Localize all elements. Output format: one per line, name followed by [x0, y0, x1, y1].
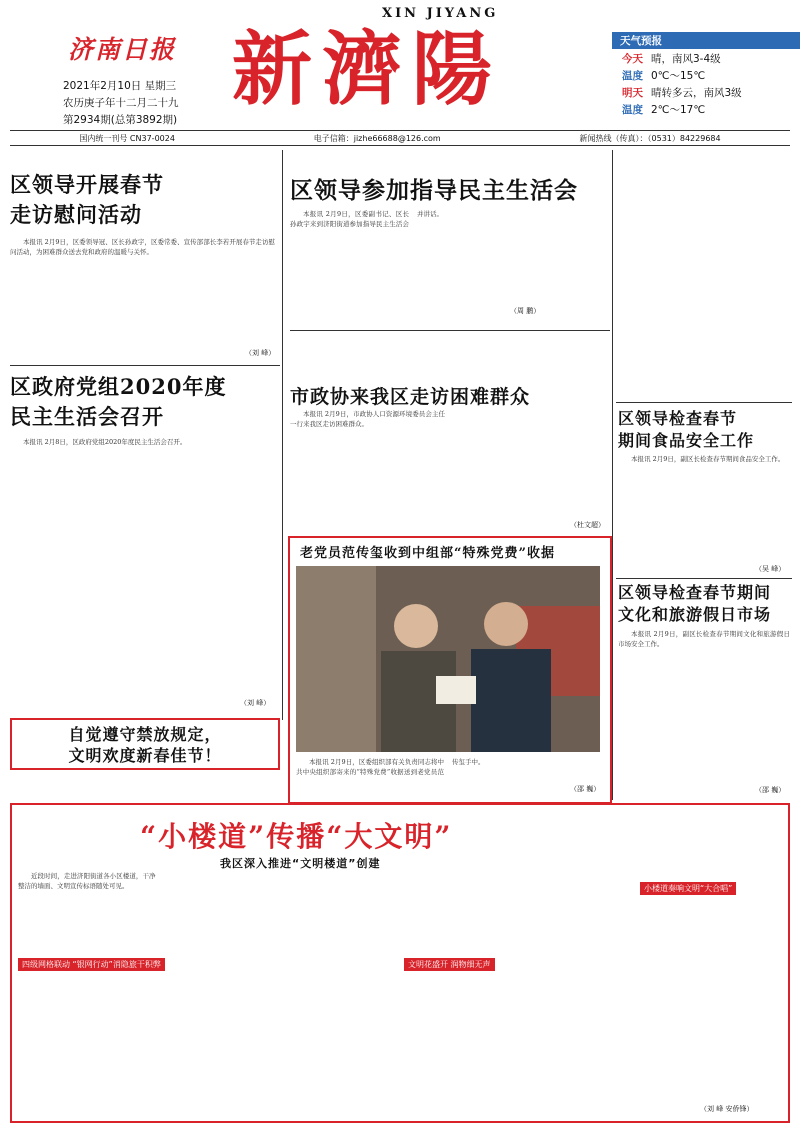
- weather-today-label: 今天: [622, 53, 643, 65]
- article-3-headline-line2: 民主生活会召开: [10, 404, 164, 429]
- article-3-headline: [10, 372, 226, 432]
- weather-today-temp-value: 0℃～15℃: [651, 70, 706, 82]
- article-6-headline: [618, 582, 771, 626]
- feature-body: [18, 872, 598, 1112]
- article-7-caption: [296, 758, 600, 794]
- column-rule: [282, 150, 283, 720]
- hotline: 新闻热线（传真）：（0531）84229684: [579, 133, 721, 143]
- feature-subhead: 我区深入推进“文明楼道”创建: [220, 857, 381, 870]
- article-6-text: 本报讯 2月9日，副区长检查春节期间文化和旅游假日市场安全工作。: [618, 630, 790, 648]
- weather-box: [612, 32, 800, 116]
- feature-text: 近段时间，走进济阳街道各小区楼道，干净整洁的墙面、文明宣传标语随处可见。: [18, 872, 156, 890]
- issue-number: 第2934期(总第3892期): [63, 114, 178, 126]
- article-2-headline: 区领导参加指导民主生活会: [290, 177, 578, 204]
- column-rule: [612, 150, 613, 800]
- slogan-line2: 文明欢度新春佳节！: [68, 746, 222, 765]
- article-5-text: 本报讯 2月9日，副区长检查春节期间食品安全工作。: [631, 455, 785, 463]
- article-5-body: [618, 455, 790, 565]
- article-4-body: [290, 410, 608, 530]
- info-strip: [10, 130, 790, 146]
- article-6-headline-line2: 文化和旅游假日市场: [618, 605, 772, 624]
- article-7-author: （邵 巍）: [570, 785, 601, 793]
- article-1-headline: [10, 170, 164, 230]
- issue-info: [63, 78, 179, 129]
- feature-subhead-right: 小楼道奏响文明“大合唱”: [640, 882, 736, 895]
- article-4-author: （杜文超）: [570, 521, 605, 529]
- weather-today: [612, 49, 800, 66]
- article-1-text: 本报讯 2月9日，区委领导冠、区长孙政宇，区委常委、宣传部部长李若开展春节走访慰问活动，为困难群众送去党和政府的温暖与关怀。: [10, 238, 275, 256]
- article-1-author: （刘 峰）: [245, 349, 276, 357]
- cn-number: 国内统一刊号 CN37-0024: [79, 133, 175, 143]
- article-5-headline-line1: 区领导检查春节: [618, 409, 738, 428]
- article-1-headline-line1: 区领导开展春节: [10, 172, 164, 197]
- article-4-text: 本报讯 2月9日，市政协人口资源环境委员会主任一行来我区走访困难群众。: [290, 410, 445, 428]
- feature-body-right: [604, 820, 782, 1110]
- article-3-author: （刘 峰）: [240, 699, 271, 707]
- weather-tomorrow-value: 晴转多云，南风3级: [651, 87, 742, 99]
- slogan-box: [10, 718, 280, 770]
- article-6-headline-line1: 区领导检查春节期间: [618, 583, 772, 602]
- article-5-headline: [618, 408, 754, 452]
- article-6-author: （邵 巍）: [755, 786, 786, 794]
- weather-tomorrow-temp: [612, 100, 800, 117]
- feature-author: （刘 峰 安侨锋）: [700, 1105, 754, 1113]
- article-3-body: [10, 438, 275, 693]
- weather-tomorrow-label: 明天: [622, 87, 643, 99]
- rule: [616, 402, 792, 403]
- feature-subhead-left: 四级网格联动 “银网行动”消隐旅干积弊: [18, 958, 165, 971]
- email: 电子信箱：jizhe66688@126.com: [313, 133, 441, 143]
- article-2-text: 本报讯 2月9日，区委副书记、区长孙政宇来到济阳街道参加指导民主生活会并讲话。: [290, 210, 443, 228]
- slogan-text: [12, 724, 278, 766]
- rule: [10, 365, 280, 366]
- weather-title: 天气预报: [612, 32, 800, 49]
- photo-illustration: [296, 566, 600, 752]
- news-photo: [296, 566, 600, 752]
- rule: [290, 330, 610, 331]
- weather-today-temp: [612, 66, 800, 83]
- article-2-author: （周 鹏）: [510, 307, 541, 315]
- slogan-line1: 自觉遵守禁放规定，: [68, 725, 222, 744]
- rule: [616, 578, 792, 579]
- article-6-body: [618, 630, 790, 790]
- article-5-author: （吴 峰）: [755, 565, 786, 573]
- article-7-headline: 老党员范传玺收到中组部“特殊党费”收据: [300, 546, 555, 561]
- weather-tomorrow-temp-label: 温度: [622, 104, 643, 116]
- date-line: 2021年2月10日 星期三: [63, 80, 177, 92]
- lunar-date: 农历庚子年十二月二十九: [63, 97, 179, 109]
- article-1-body: [10, 238, 275, 358]
- newspaper-logo: 新濟陽: [232, 22, 502, 116]
- article-3-text: 本报讯 2月8日，区政府党组2020年度民主生活会召开。: [23, 438, 187, 446]
- masthead: [0, 0, 800, 128]
- weather-today-temp-label: 温度: [622, 70, 643, 82]
- article-5-headline-line2: 期间食品安全工作: [618, 431, 755, 450]
- weather-tomorrow: [612, 83, 800, 100]
- article-3-headline-line1: 区政府党组2020年度: [10, 374, 227, 399]
- brand-name: 济南日报: [68, 35, 177, 64]
- right-column-text: [618, 180, 790, 405]
- feature-subhead-mid: 文明花盛开 润物细无声: [404, 958, 495, 971]
- article-4-headline: 市政协来我区走访困难群众: [290, 386, 531, 408]
- article-1-headline-line2: 走访慰问活动: [10, 202, 142, 227]
- article-7-caption-text: 本报讯 2月9日，区委组织部有关负责同志将中共中央组织部寄来的“特殊党费”收据送到老党员范传玺手中。: [296, 758, 485, 776]
- weather-today-value: 晴，南风3-4级: [651, 53, 721, 65]
- logo-pinyin: XIN JIYANG: [382, 6, 499, 21]
- feature-headline: “小楼道”传播“大文明”: [140, 820, 453, 853]
- weather-tomorrow-temp-value: 2℃～17℃: [651, 104, 706, 116]
